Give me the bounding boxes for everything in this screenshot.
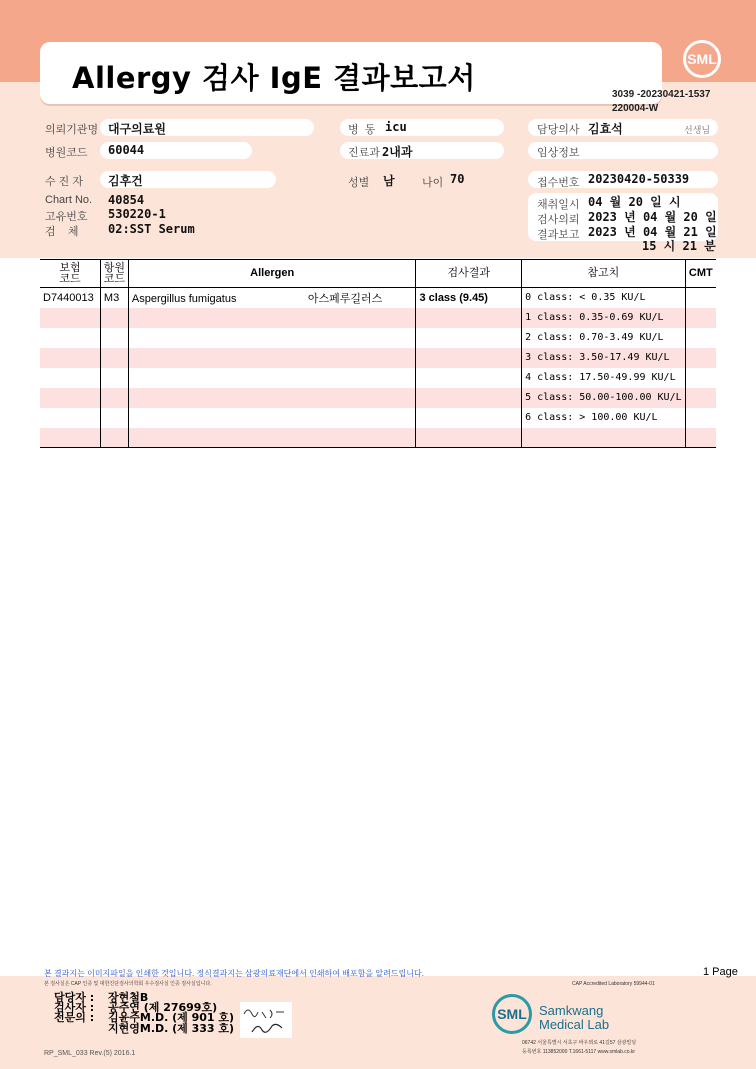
result-header: 검사결과 xyxy=(416,260,522,288)
sml-logo-icon: SML xyxy=(683,40,721,78)
reference-cell: 6 class: > 100.00 KU/L xyxy=(522,408,686,428)
result-cell xyxy=(416,308,522,328)
insurance-code-cell xyxy=(40,348,100,368)
table-row xyxy=(40,368,716,388)
footer-notice-small: 본 검사실은 CAP 인증 및 대한진단검사의학회 우수검사실 인증 검사실입니다. xyxy=(44,981,212,987)
age-label: 나이 xyxy=(422,177,444,189)
item-code-cell: M3 xyxy=(100,288,128,308)
result-cell xyxy=(416,368,522,388)
allergen-cell xyxy=(128,328,416,348)
reference-cell: 5 class: 50.00-100.00 KU/L xyxy=(522,388,686,408)
clinical-info-label: 임상정보 xyxy=(537,147,580,159)
page-number: 1 Page xyxy=(703,966,738,978)
item-code-cell xyxy=(100,368,128,388)
receipt-value: 20230420-50339 xyxy=(588,172,690,186)
allergen-cell xyxy=(128,388,416,408)
chart-no-label: Chart No. xyxy=(45,194,93,206)
reference-header: 참고치 xyxy=(522,260,686,288)
result-cell xyxy=(416,428,522,448)
manager-label: 담당자 : xyxy=(54,991,95,1004)
item-code-cell xyxy=(100,328,128,348)
age-value: 70 xyxy=(450,172,465,186)
allergen-cell xyxy=(128,288,416,308)
table-row xyxy=(40,388,716,408)
form-code: RP_SML_033 Rev.(5) 2016.1 xyxy=(44,1050,136,1057)
reference-cell: 3 class: 3.50-17.49 KU/L xyxy=(522,348,686,368)
cap-accreditation: CAP Accredited Laboratory 59944-01 xyxy=(572,981,655,987)
institution-label: 의뢰기관명 xyxy=(45,124,99,136)
tester-value: 공주연 (제 27699호) xyxy=(108,1001,218,1014)
report-time-value: 15 시 21 분 xyxy=(642,239,716,253)
result-cell xyxy=(416,388,522,408)
collect-value: 04 월 20 일 시 xyxy=(588,195,681,209)
insurance-code-cell xyxy=(40,428,100,448)
allergen-cell xyxy=(128,408,416,428)
signature-image xyxy=(240,1002,292,1038)
allergen-cell xyxy=(128,308,416,328)
lab-name-line2: Medical Lab xyxy=(539,1017,610,1032)
request-value: 2023 년 04 월 20 일 xyxy=(588,210,717,224)
document-id xyxy=(612,88,710,116)
item-code-cell xyxy=(100,348,128,368)
cmt-header: CMT xyxy=(685,260,716,288)
sex-value: 남 xyxy=(383,174,395,188)
unique-no-value: 530220-1 xyxy=(108,207,166,221)
reference-cell: 1 class: 0.35-0.69 KU/L xyxy=(522,308,686,328)
specimen-value: 02:SST Serum xyxy=(108,222,195,236)
lab-contact: 등록번호 113852000 T.1661-5117 www.smlab.co.kr xyxy=(522,1049,636,1055)
lab-name xyxy=(539,1004,609,1032)
ward-value: icu xyxy=(385,120,407,134)
receipt-label: 접수번호 xyxy=(537,177,580,189)
results-table xyxy=(40,259,716,448)
signature-icon xyxy=(240,1002,292,1038)
lab-address: 06742 서울특별시 서초구 바우뫼로 41길57 삼광빌딩 xyxy=(522,1040,637,1046)
patient-value: 김후건 xyxy=(108,174,143,188)
result-cell xyxy=(416,408,522,428)
specialist2-value: 지현영M.D. (제 333 호) xyxy=(108,1022,235,1035)
reference-cell xyxy=(522,428,686,448)
item-code-cell xyxy=(100,388,128,408)
allergen-cell xyxy=(128,368,416,388)
specialist1-value: 김윤주M.D. (제 901 호) xyxy=(108,1011,235,1024)
manager-value: 장현철B xyxy=(108,991,149,1004)
table-header-row xyxy=(40,260,716,288)
document-id-line1: 3039 -20230421-1537 xyxy=(612,89,711,100)
insurance-code-cell xyxy=(40,408,100,428)
institution-value: 대구의료원 xyxy=(108,122,166,136)
item-code-cell xyxy=(100,428,128,448)
cmt-cell xyxy=(685,288,716,308)
report-title: Allergy 검사 IgE 결과보고서 xyxy=(72,61,476,95)
table-row xyxy=(40,408,716,428)
specialist-label: 전문의 : xyxy=(54,1011,95,1024)
doctor-label: 담당의사 xyxy=(537,124,580,136)
lab-name-line1: Samkwang xyxy=(539,1003,604,1018)
cmt-cell xyxy=(685,408,716,428)
item-code-header: 항원 코드 xyxy=(100,260,128,288)
document-id-line2: 220004-W xyxy=(612,103,659,114)
allergen-name-korean: 아스페루길러스 xyxy=(307,292,383,305)
insurance-code-cell xyxy=(40,328,100,348)
reference-cell: 4 class: 17.50-49.99 KU/L xyxy=(522,368,686,388)
cmt-cell xyxy=(685,368,716,388)
insurance-code-cell: D7440013 xyxy=(43,291,94,304)
hospital-code-label: 병원코드 xyxy=(45,147,88,159)
insurance-code-cell xyxy=(40,368,100,388)
specimen-label: 검 체 xyxy=(45,226,79,238)
sml-lab-logo-icon: SML xyxy=(492,994,532,1034)
reference-cell: 0 class: < 0.35 KU/L xyxy=(522,288,686,308)
request-label: 검사의뢰 xyxy=(537,214,580,226)
table-row xyxy=(40,308,716,328)
allergen-header: Allergen xyxy=(128,260,416,288)
dept-label: 진료과 xyxy=(348,147,380,159)
allergen-cell xyxy=(128,348,416,368)
reference-cell: 2 class: 0.70-3.49 KU/L xyxy=(522,328,686,348)
report-label: 결과보고 xyxy=(537,229,580,241)
collect-label: 채취일시 xyxy=(537,199,580,211)
cmt-cell xyxy=(685,348,716,368)
insurance-code-cell xyxy=(40,388,100,408)
table-row xyxy=(40,348,716,368)
table-row xyxy=(40,428,716,448)
unique-no-label: 고유번호 xyxy=(45,211,88,223)
patient-label: 수 진 자 xyxy=(45,176,83,188)
item-code-cell xyxy=(100,308,128,328)
cmt-cell xyxy=(685,388,716,408)
allergen-cell xyxy=(128,428,416,448)
chart-no-value: 40854 xyxy=(108,193,145,207)
insurance-code-cell xyxy=(40,308,100,328)
sex-label: 성별 xyxy=(348,177,370,189)
hospital-code-value: 60044 xyxy=(108,143,145,157)
allergen-name: Aspergillus fumigatus xyxy=(131,292,237,305)
tester-label: 검사자 : xyxy=(54,1001,95,1014)
table-row xyxy=(40,288,716,308)
dept-value: 2내과 xyxy=(382,145,413,159)
cmt-cell xyxy=(685,428,716,448)
report-date-value: 2023 년 04 월 21 일 xyxy=(588,225,717,239)
insurance-code-header: 보험 코드 xyxy=(40,260,100,288)
result-cell xyxy=(416,328,522,348)
doctor-suffix: 선생님 xyxy=(684,125,711,135)
ward-label: 병 동 xyxy=(348,124,376,136)
item-code-cell xyxy=(100,408,128,428)
table-row xyxy=(40,328,716,348)
result-cell: 3 class (9.45) xyxy=(416,288,522,308)
doctor-value: 김효석 xyxy=(588,122,623,136)
footer-notice: 본 결과지는 이미지파일을 인쇄한 것입니다. 정식결과지는 삼광의료재단에서 인쇄하여 배포함을 알려드립니다. xyxy=(44,969,424,978)
cmt-cell xyxy=(685,328,716,348)
result-cell xyxy=(416,348,522,368)
cmt-cell xyxy=(685,308,716,328)
